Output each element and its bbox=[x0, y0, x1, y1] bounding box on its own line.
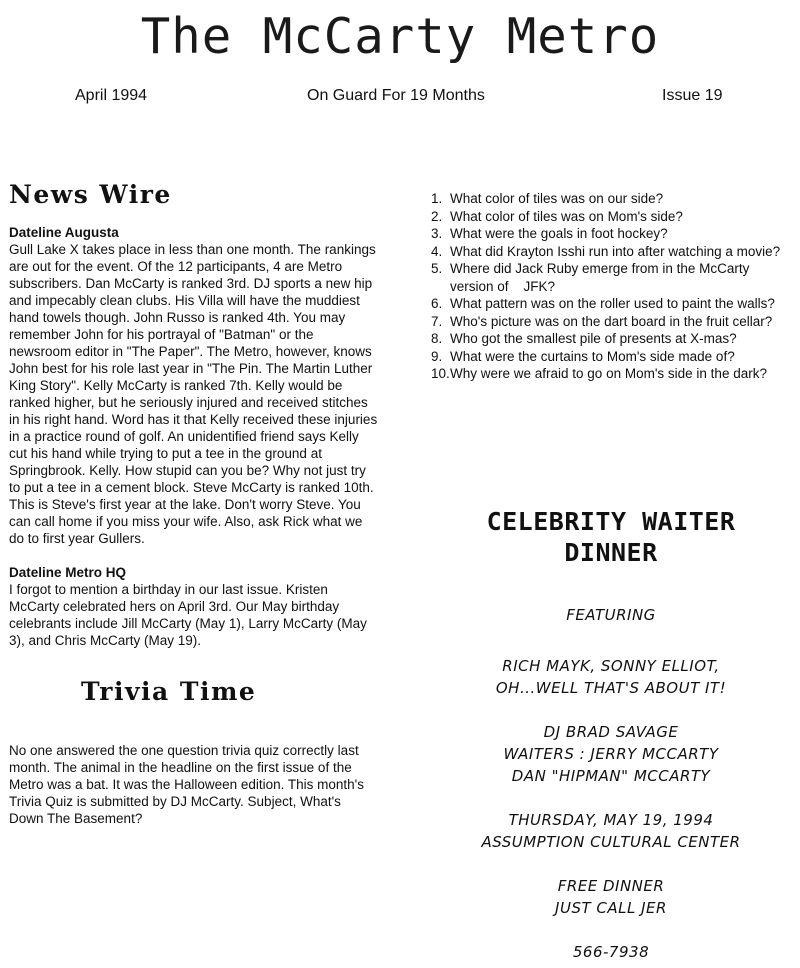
ad-waiters-line-1: WAITERS : JERRY MCCARTY bbox=[503, 745, 719, 763]
ad-title-line-1: CELEBRITY WAITER bbox=[486, 507, 736, 536]
issue-number: Issue 19 bbox=[662, 87, 723, 104]
trivia-intro: No one answered the one question trivia quiz correctly last month. The animal in the headline on the first issue of the Metro was a bat. It was the Halloween edition. This month's Trivia Quiz is submitted by DJ McCarty. Subject, What's Down The Basement? bbox=[9, 743, 365, 826]
question-text: Who's picture was on the dart board in the fruit cellar? bbox=[450, 313, 773, 329]
trivia-question bbox=[431, 243, 796, 261]
trivia-question bbox=[431, 365, 796, 383]
trivia-question bbox=[431, 208, 796, 226]
question-number: 7. bbox=[431, 313, 443, 329]
celebrity-waiter-ad bbox=[431, 506, 791, 963]
question-number: 2. bbox=[431, 208, 443, 224]
question-text: Why were we afraid to go on Mom's side in the dark? bbox=[450, 366, 767, 381]
question-text: Where did Jack Ruby emerge from in the McCarty version of JFK? bbox=[450, 261, 754, 294]
trivia-question bbox=[431, 190, 796, 208]
dateline-augusta: Dateline Augusta bbox=[9, 225, 119, 240]
ad-guests-line-2: OH...WELL THAT'S ABOUT IT! bbox=[495, 679, 727, 697]
question-number: 9. bbox=[431, 348, 443, 364]
trivia-question bbox=[431, 313, 796, 331]
question-text: What were the goals in foot hockey? bbox=[450, 226, 668, 241]
question-number: 1. bbox=[431, 191, 443, 206]
question-number: 6. bbox=[431, 296, 443, 311]
trivia-heading: Trivia Time bbox=[81, 677, 257, 706]
question-text: What color of tiles was on Mom's side? bbox=[450, 208, 683, 224]
metro-hq-story: I forgot to mention a birthday in our last issue. Kristen McCarty celebrated hers on April 3rd. Our May birthday celebrants include Jill McCarty (May 1), Larry McCarty (May 3), and Chris McCarty (May 19). bbox=[9, 582, 367, 648]
newsletter-motto: On Guard For 19 Months bbox=[307, 87, 485, 104]
ad-offer-line-2: JUST CALL JER bbox=[555, 899, 667, 917]
question-text: Who got the smallest pile of presents at X-mas? bbox=[450, 331, 737, 346]
ad-featuring: FEATURING bbox=[566, 606, 656, 624]
question-number: 4. bbox=[431, 243, 443, 259]
newsletter-title: The McCarty Metro bbox=[140, 8, 660, 65]
ad-guests-line-1: RICH MAYK, SONNY ELLIOT, bbox=[502, 657, 720, 675]
ad-event-date: THURSDAY, MAY 19, 1994 bbox=[508, 811, 714, 829]
question-number: 5. bbox=[431, 261, 443, 276]
trivia-question bbox=[431, 225, 796, 243]
question-text: What color of tiles was on our side? bbox=[450, 191, 664, 206]
issue-date: April 1994 bbox=[75, 87, 148, 104]
trivia-question bbox=[431, 295, 796, 313]
dateline-metro-hq: Dateline Metro HQ bbox=[9, 565, 127, 580]
question-number: 8. bbox=[431, 331, 443, 346]
ad-title-line-2: DINNER bbox=[564, 538, 658, 567]
augusta-story: Gull Lake X takes place in less than one month. The rankings are out for the event. Of the 12 participants, 4 are Metro subscribers. Dan McCarty is ranked 3rd. DJ sports a new hip and impecably clean clubs. His Villa will have the muddiest hand towels though. John Russo is ranked 4th. You may remember John for his portrayal of "Batman" or the newsroom editor in "The Paper". The Metro, however, knows John best for his role last year in "The Pin. The Martin Luther King Story". Kelly McCarty is ranked 7th. Kelly would be ranked higher, but he seriously injured and received stitches in his right hand. Word has it that Kelly received these injuries in a practice round of golf. An unidentified friend says Kelly cut his hand while trying to put a tee in the ground at Springbrook. Kelly. How stupid can you be? Why not just try to put a tee in a cement block. Steve McCarty is ranked 10th. This is Steve's first year at the lake. Don't worry Steve. You can call home if you miss your wife. Also, ask Rick what we do to first year Gullers. bbox=[9, 242, 378, 546]
ad-waiters-line-2: DAN "HIPMAN" MCCARTY bbox=[511, 767, 711, 785]
question-text: What pattern was on the roller used to paint the walls? bbox=[450, 296, 775, 311]
left-column bbox=[9, 180, 379, 827]
question-text: What were the curtains to Mom's side made of? bbox=[450, 348, 735, 364]
trivia-question bbox=[431, 348, 796, 366]
news-wire-heading: News Wire bbox=[9, 180, 172, 209]
right-column bbox=[431, 190, 796, 383]
trivia-question-list bbox=[431, 190, 796, 383]
trivia-question bbox=[431, 330, 796, 348]
question-number: 10. bbox=[431, 366, 450, 381]
trivia-question bbox=[431, 260, 796, 295]
ad-offer-line-1: FREE DINNER bbox=[557, 877, 665, 895]
ad-phone: 566-7938 bbox=[572, 943, 650, 961]
question-text: What did Krayton Isshi run into after watching a movie? bbox=[450, 243, 781, 259]
ad-venue: ASSUMPTION CULTURAL CENTER bbox=[481, 833, 741, 851]
question-number: 3. bbox=[431, 226, 443, 241]
ad-dj: DJ BRAD SAVAGE bbox=[543, 723, 679, 741]
